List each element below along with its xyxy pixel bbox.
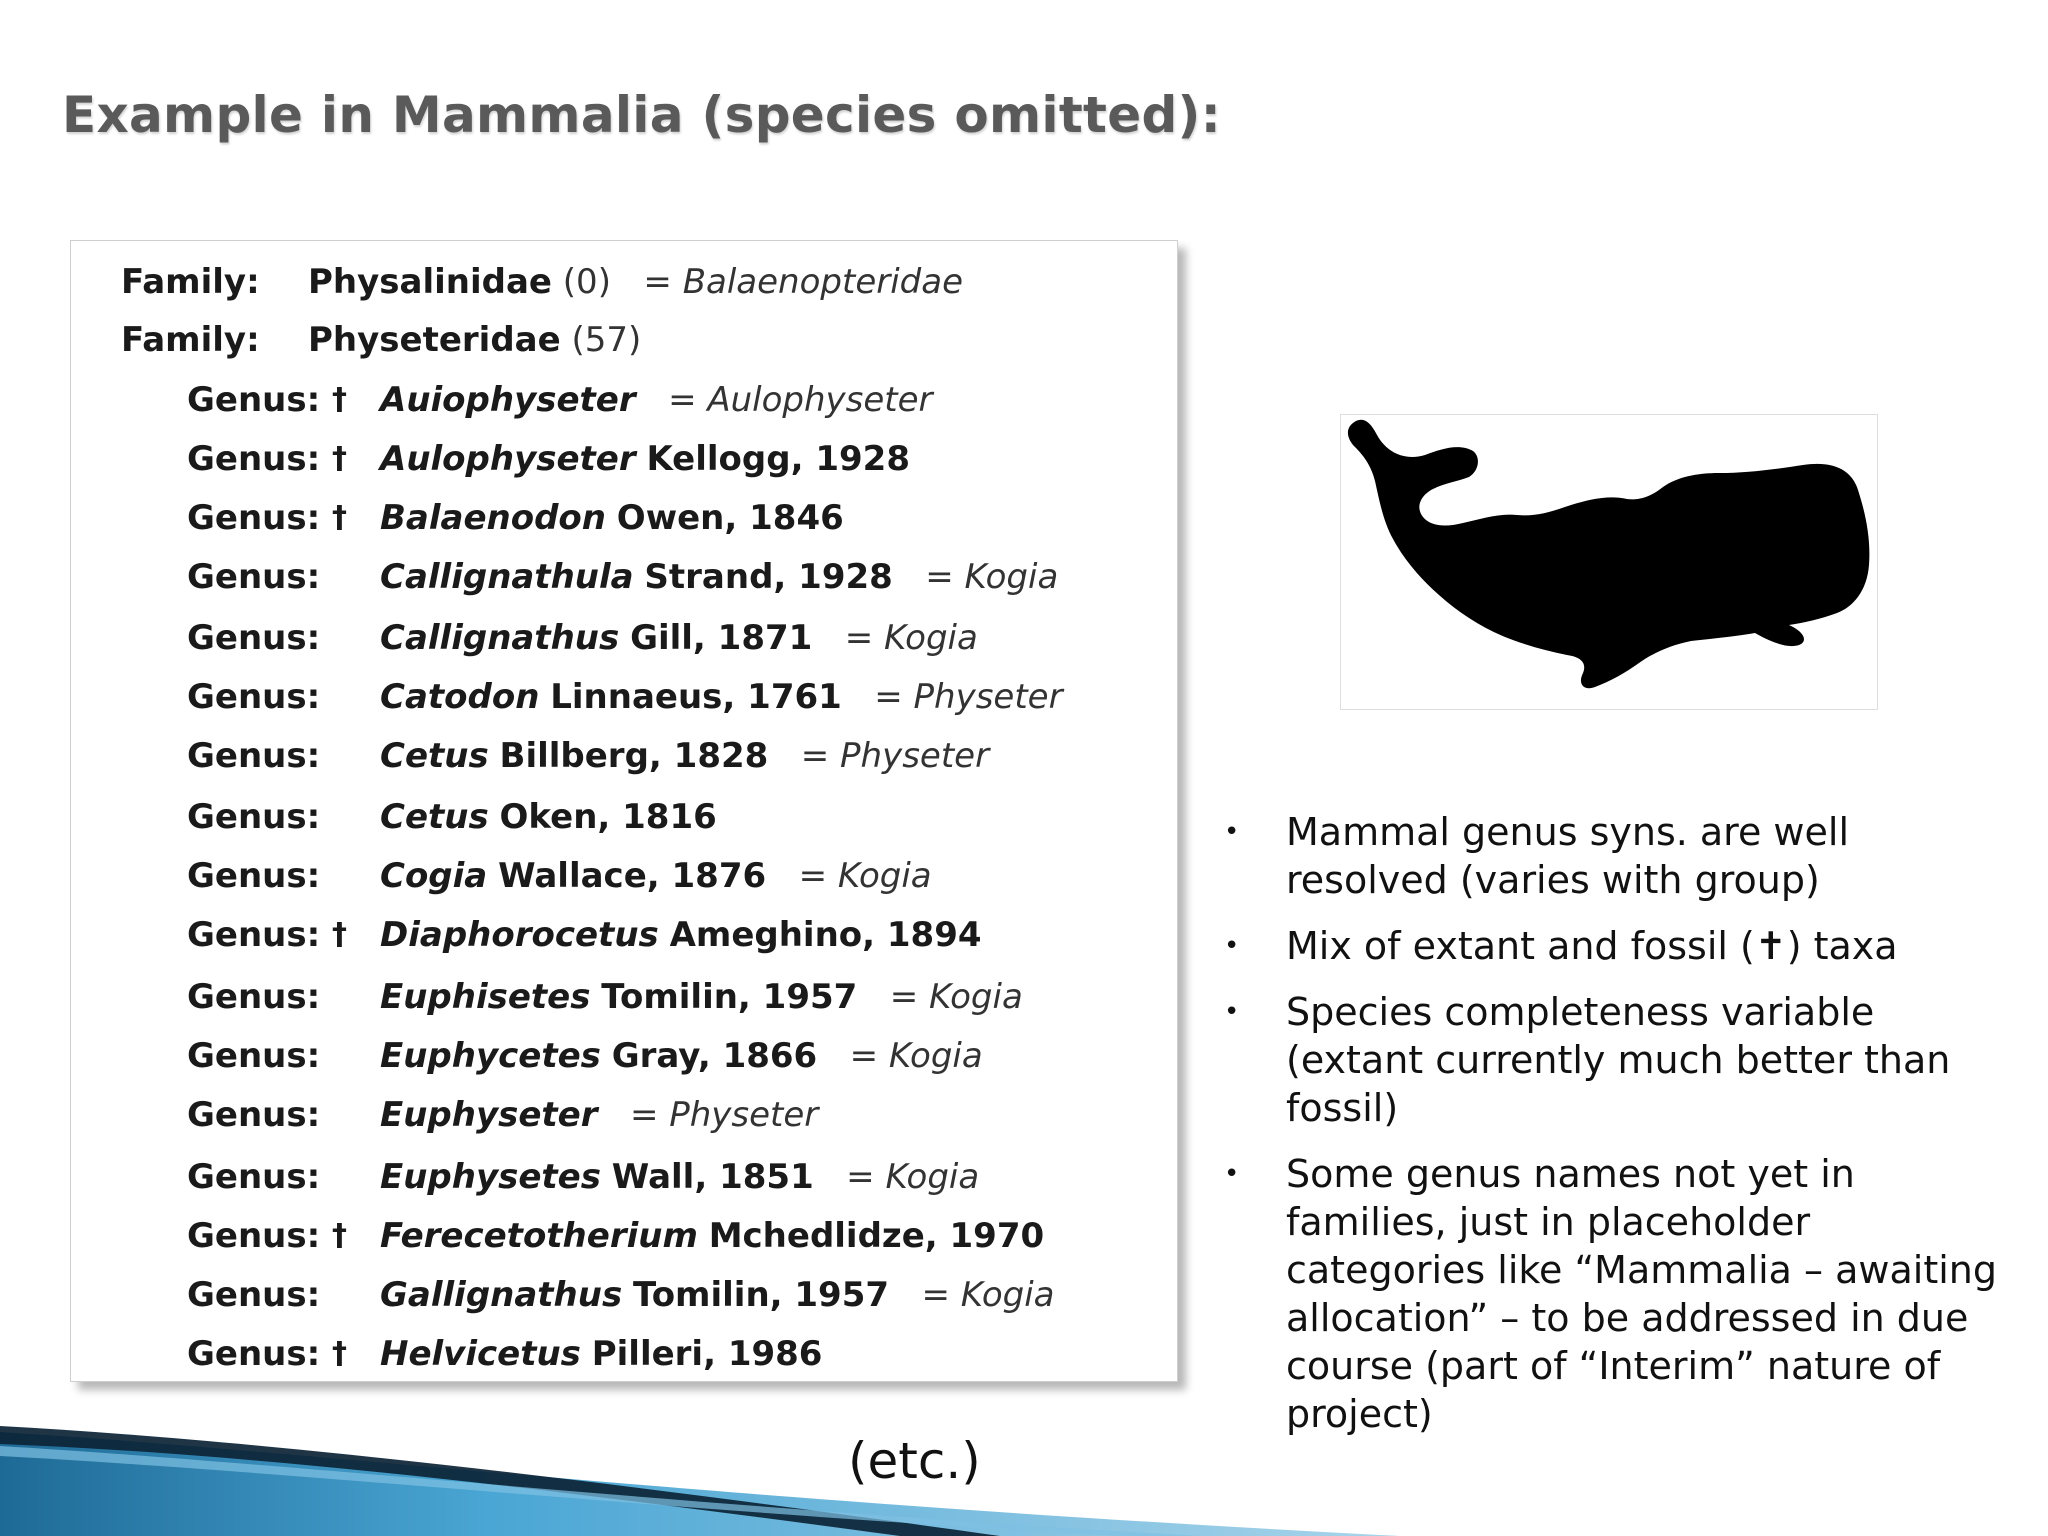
taxon-name[interactable] (380, 375, 933, 425)
whale-silhouette-icon (1341, 415, 1877, 709)
synonym-of: = Kogia (921, 1275, 1055, 1315)
bullet-dot: • (1224, 931, 1240, 961)
rank-label: Genus: (187, 915, 321, 955)
taxon-name[interactable] (380, 613, 978, 663)
rank-label: Family: (121, 262, 260, 302)
rank-label: Genus: (187, 797, 321, 837)
taxon-name[interactable] (380, 1090, 818, 1140)
author-year: Wall, 1851 (611, 1157, 814, 1197)
rank-label: Genus: (187, 977, 321, 1017)
synonym-of: = Kogia (798, 856, 932, 896)
rank-label: Family: (121, 320, 260, 360)
author-year: Billberg, 1828 (499, 736, 769, 776)
taxon-name[interactable] (380, 792, 717, 842)
rank-label: Genus: (187, 1216, 321, 1256)
author-year: Ameghino, 1894 (669, 915, 982, 955)
bullet-dot: • (1224, 1159, 1240, 1189)
genus-name: Callignathula (380, 557, 634, 597)
genus-name: Aulophyseter (380, 439, 636, 479)
taxon-name[interactable] (380, 972, 1023, 1022)
fossil-dagger-icon: † (332, 1218, 347, 1253)
synonym-of: = Kogia (844, 618, 978, 658)
rank-label: Genus: (187, 439, 321, 479)
taxon-name[interactable] (380, 1270, 1055, 1320)
synonym-of: = Kogia (889, 977, 1023, 1017)
rank-label: Genus: (187, 1095, 321, 1135)
fossil-dagger-icon: † (332, 500, 347, 535)
genus-name: Euphysetes (380, 1157, 601, 1197)
author-year: Oken, 1816 (499, 797, 717, 837)
taxon-name[interactable] (380, 1211, 1044, 1261)
child-count: (57) (571, 320, 642, 360)
rank-label: Genus: (187, 1036, 321, 1076)
family-name: Physalinidae (308, 262, 552, 302)
rank-label: Genus: (187, 557, 321, 597)
bullet-text: Mammal genus syns. are well resolved (varies with group) (1286, 810, 1850, 902)
synonym-of: = Physeter (800, 736, 990, 776)
taxon-name[interactable] (380, 910, 982, 960)
author-year: Mchedlidze, 1970 (708, 1216, 1045, 1256)
bullet-text: Some genus names not yet in families, just in placeholder categories like “Mammalia – awaiting allocation” – to be addressed in due course (part of “Interim” nature of project) (1286, 1152, 1997, 1436)
etc-label: (etc.) (848, 1432, 981, 1490)
corner-decoration (0, 1420, 1400, 1536)
taxon-name[interactable] (380, 731, 989, 781)
notes-bullet-list (1218, 808, 2018, 1456)
author-year: Owen, 1846 (616, 498, 844, 538)
family-name: Physeteridae (308, 320, 561, 360)
bullet-item (1218, 1150, 2018, 1438)
author-year: Tomilin, 1957 (601, 977, 858, 1017)
bullet-dot: • (1224, 817, 1240, 847)
taxon-name[interactable] (380, 493, 844, 543)
author-year: Wallace, 1876 (498, 856, 767, 896)
rank-label: Genus: (187, 1334, 321, 1374)
author-year: Pilleri, 1986 (591, 1334, 823, 1374)
taxonomy-list-panel (70, 240, 1178, 1382)
child-count: (0) (562, 262, 611, 302)
genus-name: Ferecetotherium (380, 1216, 698, 1256)
rank-label: Genus: (187, 380, 321, 420)
author-year: Tomilin, 1957 (633, 1275, 890, 1315)
genus-name: Cetus (380, 736, 489, 776)
rank-label: Genus: (187, 856, 321, 896)
author-year: Strand, 1928 (644, 557, 893, 597)
rank-label: Genus: (187, 1275, 321, 1315)
genus-name: Catodon (380, 677, 540, 717)
fossil-dagger-icon: † (332, 917, 347, 952)
slide-title: Example in Mammalia (species omitted): (62, 86, 1222, 144)
synonym-of: = Kogia (849, 1036, 983, 1076)
taxon-name[interactable] (380, 1152, 979, 1202)
bullet-item (1218, 922, 2018, 970)
genus-name: Euphyseter (380, 1095, 598, 1135)
bullet-text: Mix of extant and fossil (✝) taxa (1286, 924, 1898, 968)
bullet-item (1218, 808, 2018, 904)
synonym-of: = Physeter (629, 1095, 819, 1135)
rank-label: Genus: (187, 498, 321, 538)
taxon-name[interactable] (380, 552, 1058, 602)
author-year: Kellogg, 1928 (646, 439, 910, 479)
rank-label: Genus: (187, 736, 321, 776)
fossil-dagger-icon: † (332, 441, 347, 476)
taxon-name[interactable] (380, 851, 932, 901)
bullet-dot: • (1224, 997, 1240, 1027)
genus-name: Cetus (380, 797, 489, 837)
taxon-name[interactable] (380, 1031, 983, 1081)
synonym-of: = Kogia (925, 557, 1059, 597)
fossil-dagger-icon: † (332, 1336, 347, 1371)
taxon-name[interactable] (380, 1329, 822, 1379)
author-year: Linnaeus, 1761 (550, 677, 842, 717)
fossil-dagger-icon: † (332, 382, 347, 417)
taxon-name[interactable] (380, 672, 1063, 722)
bullet-text: Species completeness variable (extant currently much better than fossil) (1286, 990, 1951, 1130)
genus-name: Balaenodon (380, 498, 606, 538)
rank-label: Genus: (187, 618, 321, 658)
genus-name: Auiophyseter (380, 380, 636, 420)
genus-name: Callignathus (380, 618, 620, 658)
taxon-name[interactable] (308, 257, 963, 307)
taxon-name[interactable] (380, 434, 910, 484)
rank-label: Genus: (187, 1157, 321, 1197)
genus-name: Gallignathus (380, 1275, 623, 1315)
synonym-of: = Kogia (846, 1157, 980, 1197)
rank-label: Genus: (187, 677, 321, 717)
genus-name: Diaphorocetus (380, 915, 659, 955)
synonym-of: = Physeter (874, 677, 1063, 717)
whale-image (1340, 414, 1878, 710)
synonym-of: = Aulophyseter (668, 380, 933, 420)
author-year: Gray, 1866 (611, 1036, 818, 1076)
genus-name: Cogia (380, 856, 488, 896)
genus-name: Helvicetus (380, 1334, 581, 1374)
synonym-of: = Balaenopteridae (643, 262, 964, 302)
genus-name: Euphycetes (380, 1036, 601, 1076)
taxon-name[interactable] (308, 315, 641, 365)
author-year: Gill, 1871 (630, 618, 813, 658)
genus-name: Euphisetes (380, 977, 591, 1017)
bullet-item (1218, 988, 2018, 1132)
